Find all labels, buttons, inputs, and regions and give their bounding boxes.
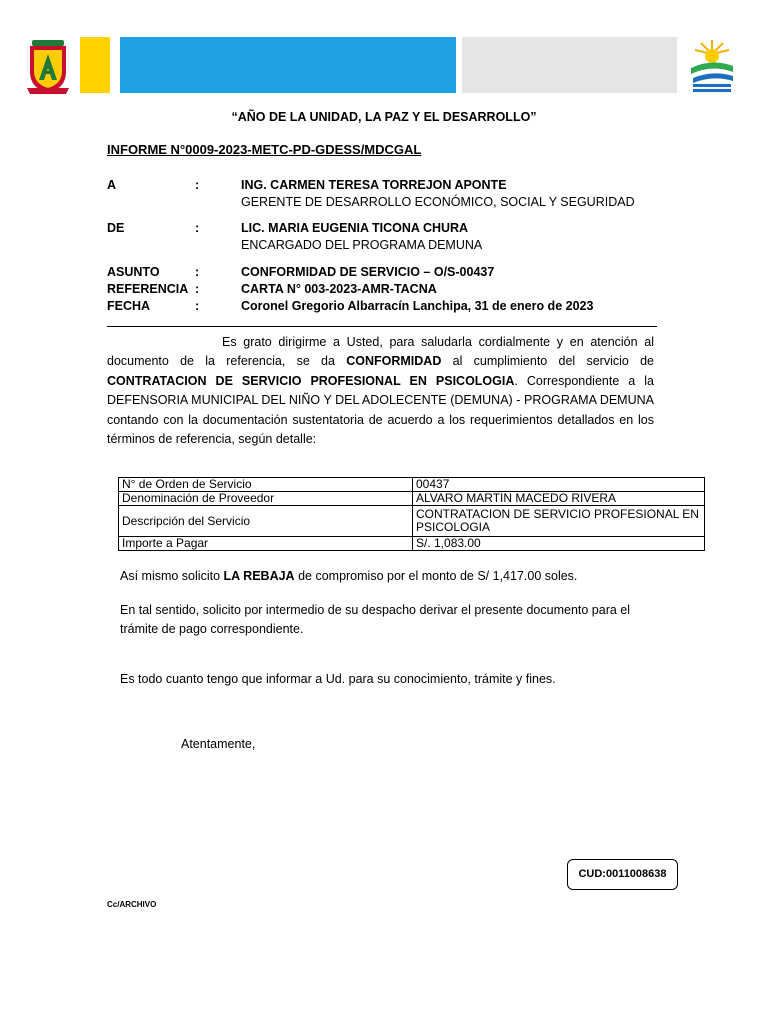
to-title: GERENTE DE DESARROLLO ECONÓMICO, SOCIAL Y SEGURIDAD	[241, 195, 635, 209]
service-detail-table	[118, 477, 705, 551]
request-paragraph-line-2: trámite de pago correspondiente.	[120, 622, 304, 636]
informe-number: INFORME N°0009-2023-METC-PD-GDESS/MDCGAL	[107, 142, 422, 157]
subject-value: CONFORMIDAD DE SERVICIO – O/S-00437	[241, 265, 495, 279]
table-cell-label: Denominación de Proveedor	[119, 492, 413, 506]
table-row	[119, 537, 705, 551]
table-row	[119, 492, 705, 506]
body-text-1: Es grato dirigirme a Usted, para saludarla cordialmente y en atención al documento de la referencia, se da	[107, 335, 654, 369]
separator-line	[107, 326, 657, 327]
cc-archive: Cc/ARCHIVO	[107, 900, 157, 909]
date-value: Coronel Gregorio Albarracín Lanchipa, 31 de enero de 2023	[241, 299, 594, 313]
table-cell-value: S/. 1,083.00	[413, 537, 705, 551]
closing-salutation: Atentamente,	[181, 737, 256, 751]
rebaja-text-1: Así mismo solicito	[120, 569, 221, 583]
header-gray-bar	[462, 37, 677, 93]
rebaja-paragraph	[120, 569, 577, 583]
body-service-name: CONTRATACION DE SERVICIO PROFESIONAL EN PSICOLOGIA	[107, 373, 515, 388]
year-slogan: “AÑO DE LA UNIDAD, LA PAZ Y EL DESARROLLO”	[231, 110, 537, 124]
table-cell-value: CONTRATACION DE SERVICIO PROFESIONAL EN PSICOLOGIA	[413, 506, 705, 537]
table-cell-label: Importe a Pagar	[119, 537, 413, 551]
reference-value: CARTA N° 003-2023-AMR-TACNA	[241, 282, 437, 296]
table-row	[119, 506, 705, 537]
reference-colon: :	[195, 282, 200, 296]
body-paragraph	[107, 333, 654, 449]
subject-colon: :	[195, 265, 200, 279]
to-label: A	[107, 178, 117, 192]
table-cell-value: ALVARO MARTIN MACEDO RIVERA	[413, 492, 705, 506]
header-blue-bar	[120, 37, 456, 93]
header-yellow-bar	[80, 37, 110, 93]
table-row	[119, 478, 705, 492]
closing-paragraph: Es todo cuanto tengo que informar a Ud. para su conocimiento, trámite y fines.	[120, 672, 556, 686]
rebaja-text-2: de compromiso por el monto de S/ 1,417.00 soles.	[298, 569, 578, 583]
subject-label: ASUNTO	[107, 265, 160, 279]
body-text-2: al cumplimiento del servicio de	[452, 354, 654, 369]
reference-label: REFERENCIA	[107, 282, 189, 296]
to-name: ING. CARMEN TERESA TORREJON APONTE	[241, 178, 507, 192]
body-text-3: . Correspondiente a la DEFENSORIA MUNICIPAL DEL NIÑO Y DEL ADOLECENTE (DEMUNA) - PROGRAMA DEMUNA contando con la documentación sustentatoria de acuerdo a los requerimientos detallados en los términos de referencia, según detalle:	[107, 373, 654, 447]
from-name: LIC. MARIA EUGENIA TICONA CHURA	[241, 221, 469, 235]
un-nuevo-comienzo-logo	[687, 38, 737, 94]
from-title: ENCARGADO DEL PROGRAMA DEMUNA	[241, 238, 483, 252]
date-colon: :	[195, 299, 200, 313]
cud-number: CUD:0011008638	[578, 868, 667, 880]
table-cell-label: Descripción del Servicio	[119, 506, 413, 537]
request-paragraph-line-1: En tal sentido, solicito por intermedio de su despacho derivar el presente documento para el	[120, 603, 631, 617]
table-cell-label: N° de Orden de Servicio	[119, 478, 413, 492]
date-label: FECHA	[107, 299, 151, 313]
to-colon: :	[195, 178, 200, 192]
municipal-crest-logo	[26, 38, 70, 94]
from-label: DE	[107, 221, 125, 235]
from-colon: :	[195, 221, 200, 235]
table-cell-value: 00437	[413, 478, 705, 492]
body-conformidad: CONFORMIDAD	[346, 354, 442, 369]
rebaja-emphasis: LA REBAJA	[223, 569, 295, 583]
